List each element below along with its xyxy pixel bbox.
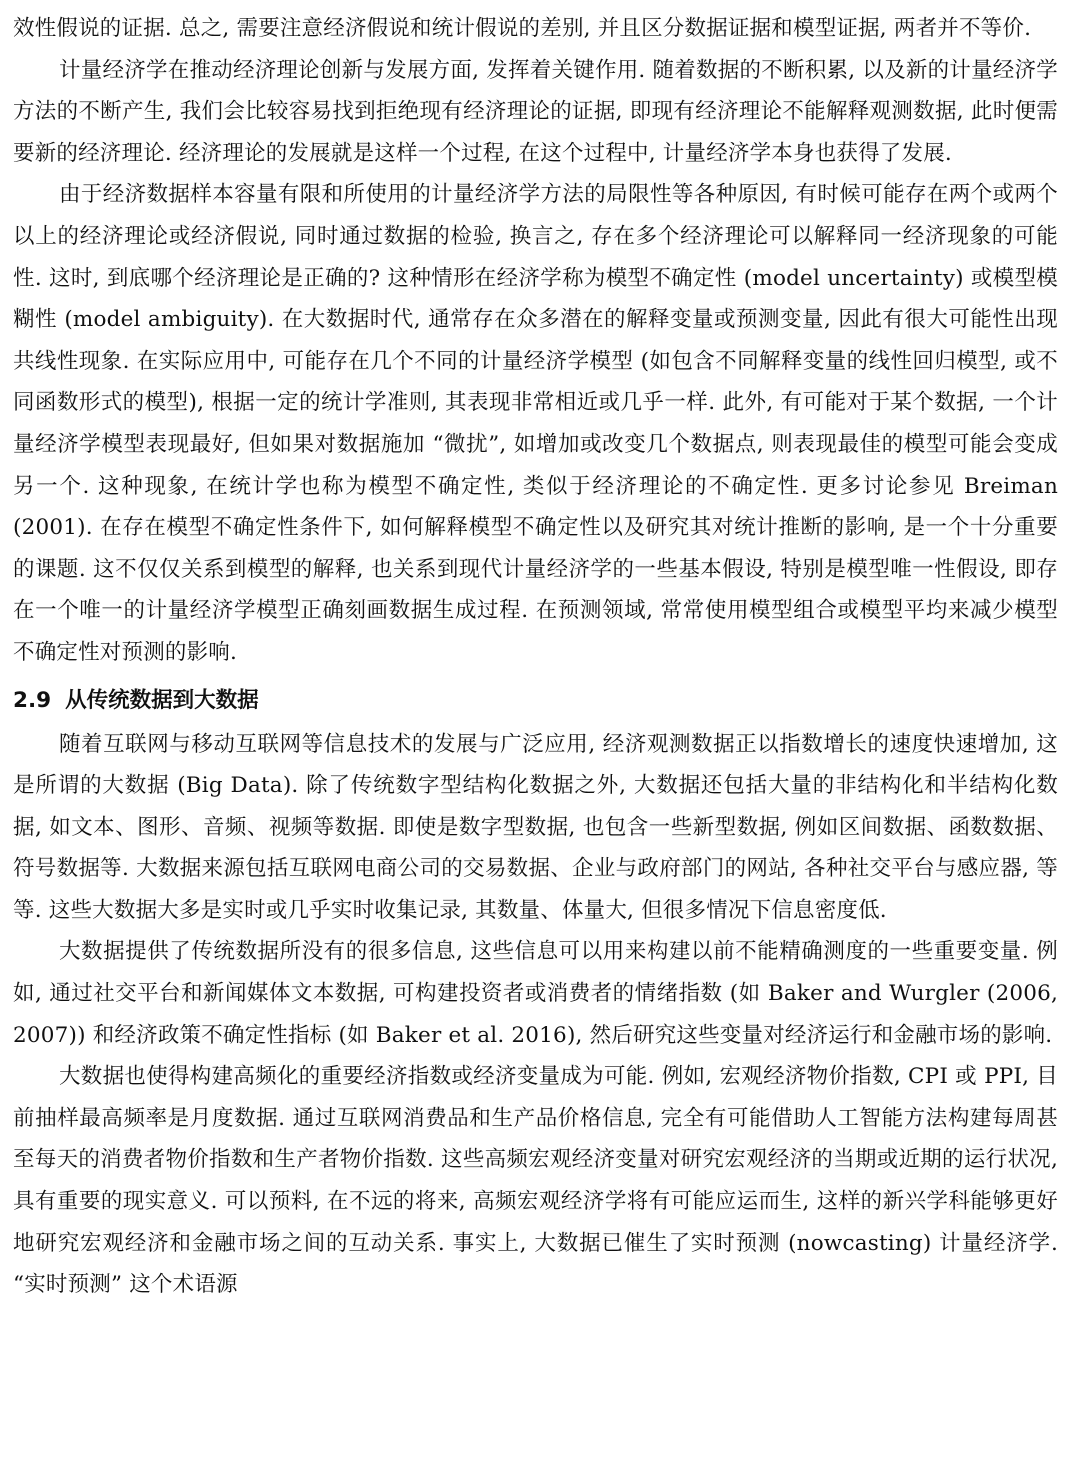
paragraph-high-frequency: 大数据也使得构建高频化的重要经济指数或经济变量成为可能. 例如, 宏观经济物价指数, CPI 或 PPI, 目前抽样最高频率是月度数据. 通过互联网消费品和生产品价格信息, 完全有可能借助人工智能方法构建每周甚至每天的消费者物价指数和生产者物价指数. 这些高频宏观经济变量对研究宏观经济的当期或近期的运行状况, 具有重要的现实意义. 可以预料, 在不远的将来, 高频宏观经济学将有可能应运而生, 这样的新兴学科能够更好地研究宏观经济和金融市场之间的互动关系. 事实上, 大数据已催生了实时预测 (nowcasting) 计量经济学. “实时预测” 这个术语源 [13,1064,1058,1298]
section-number: 2.9 [13,687,52,713]
paragraph-continued: 效性假说的证据. 总之, 需要注意经济假说和统计假说的差别, 并且区分数据证据和模型证据, 两者并不等价. [13,16,1032,41]
paragraph-big-data-information: 大数据提供了传统数据所没有的很多信息, 这些信息可以用来构建以前不能精确测度的一些重要变量. 例如, 通过社交平台和新闻媒体文本数据, 可构建投资者或消费者的情绪指数 (如 Baker and Wurgler (2006, 2007)) 和经济政策不确定性指标 (如 Baker et al. 2016), 然后研究这些变量对经济运行和金融市场的影响. [13,939,1058,1048]
paragraph-big-data-intro: 随着互联网与移动互联网等信息技术的发展与广泛应用, 经济观测数据正以指数增长的速度快速增加, 这是所谓的大数据 (Big Data). 除了传统数字型结构化数据之外, 大数据还包括大量的非结构化和半结构化数据, 如文本、图形、音频、视频等数据. 即使是数字型数据, 也包含一些新型数据, 例如区间数据、函数数据、符号数据等. 大数据来源包括互联网电商公司的交易数据、企业与政府部门的网站, 各种社交平台与感应器, 等等. 这些大数据大多是实时或几乎实时收集记录, 其数量、体量大, 但很多情况下信息密度低. [13,731,1058,923]
section-heading [13,682,1058,720]
paragraph-model-uncertainty: 由于经济数据样本容量有限和所使用的计量经济学方法的局限性等各种原因, 有时候可能存在两个或两个以上的经济理论或经济假说, 同时通过数据的检验, 换言之, 存在多个经济理论可以解释同一经济现象的可能性. 这时, 到底哪个经济理论是正确的? 这种情形在经济学称为模型不确定性 (model uncertainty) 或模型模糊性 (model ambiguity). 在大数据时代, 通常存在众多潜在的解释变量或预测变量, 因此有很大可能性出现共线性现象. 在实际应用中, 可能存在几个不同的计量经济学模型 (如包含不同解释变量的线性回归模型, 或不同函数形式的模型), 根据一定的统计学准则, 其表现非常相近或几乎一样. 此外, 有可能对于某个数据, 一个计量经济学模型表现最好, 但如果对数据施加 “微扰”, 如增加或改变几个数据点, 则表现最佳的模型可能会变成另一个. 这种现象, 在统计学也称为模型不确定性, 类似于经济理论的不确定性. 更多讨论参见 Breiman (2001). 在存在模型不确定性条件下, 如何解释模型不确定性以及研究其对统计推断的影响, 是一个十分重要的课题. 这不仅仅关系到模型的解释, 也关系到现代计量经济学的一些基本假设, 特别是模型唯一性假设, 即存在一个唯一的计量经济学模型正确刻画数据生成过程. 在预测领域, 常常使用模型组合或模型平均来减少模型不确定性对预测的影响. [13,182,1058,665]
paragraph-theory-innovation: 计量经济学在推动经济理论创新与发展方面, 发挥着关键作用. 随着数据的不断积累, 以及新的计量经济学方法的不断产生, 我们会比较容易找到拒绝现有经济理论的证据, 即现有经济理论不能解释观测数据, 此时便需要新的经济理论. 经济理论的发展就是这样一个过程, 在这个过程中, 计量经济学本身也获得了发展. [13,57,1058,166]
section-title: 从传统数据到大数据 [65,687,259,713]
